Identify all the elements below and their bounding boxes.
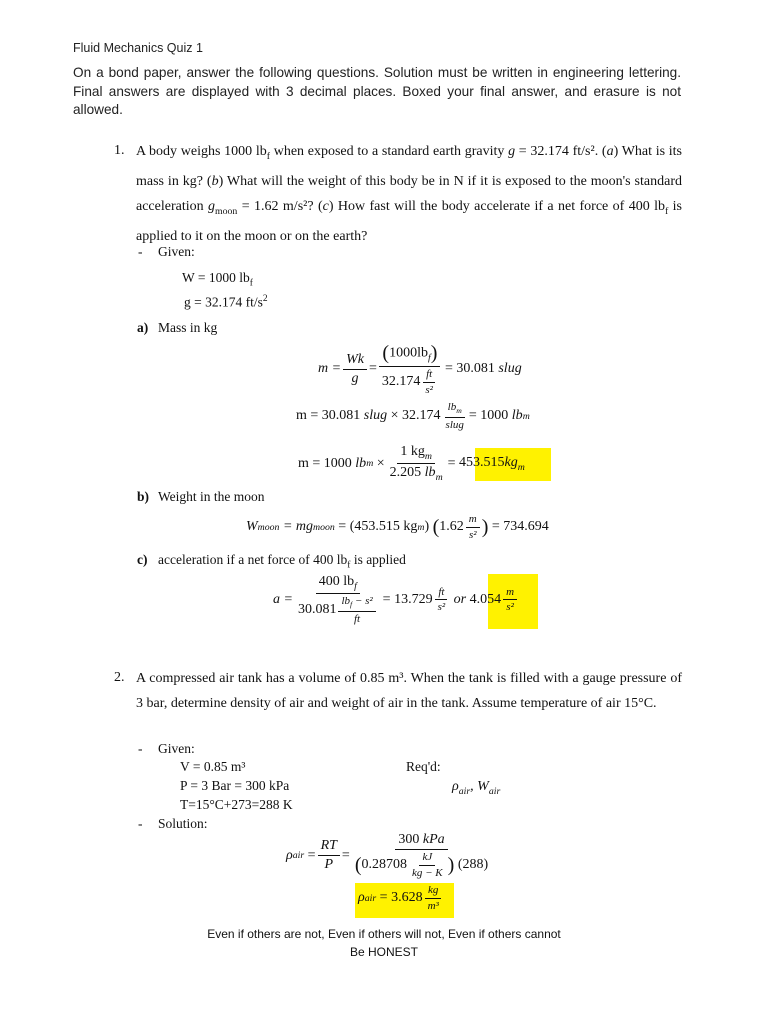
eq-q2-1: ρ air = $\frac{RT}{P}$ = 300 kPa ( 0.28708 $\frac{kJ}{kg - K}$ ) (288) [286,832,489,879]
q2-given-label: Given: [158,741,195,756]
eq-q2-2: ρ air = 3.628 $\frac{kg}{\text{m³}}$ [358,884,444,912]
q1-part-b-title: Weight in the moon [158,489,265,504]
q1-given-dash: - [138,244,143,259]
quiz-title: Fluid Mechanics Quiz 1 [73,41,203,55]
eq-c: a = 400 $lb_f$ 30.081 $\frac{lb_f - s^2}{ft}$ = 13.729 $\frac{ft}{\text{s²}}$ or 4.054 $\frac{m}{\text{s²}}$ [273,574,519,626]
eq-a1: m = $\frac{Wk}{g}$ = $(1000lb_f)$ 32.174 $\frac{ft}{\text{s²}}$ = 30.081 slug [318,342,522,396]
q2-solution-label: Solution: [158,816,208,831]
eq-a3: m = 1000 lb m × $\frac{1 kg_m}{2.205 lb_m}$ = $453.515kg_m$ [298,444,525,483]
q1-text: A body weighs 1000 $lb_f$ when exposed to a standard earth gravity g = 32.174 ft/s². (a) What is its mass in kg? (b) What will the weight of this body be in N if it is exposed to the moon's standard acceleration $g_{moon} = 1.62$ m/s²? (c) How fast will the body accelerate if a net force of 400 $lb_f$ is applied to it on the moon or on the earth? [136,144,683,244]
instructions: On a bond paper, answer the following questions. Solution must be written in engineering lettering. Final answers are displayed with 3 decimal places. Boxed your final answer, and erasure is not allowed. [73,65,681,117]
q2-given-v: V = 0.85 m³ [180,759,246,774]
q2-given-p: P = 3 Bar = 300 kPa [180,778,290,793]
q1-given-label: Given: [158,244,195,259]
footer-motto: Even if others are not, Even if others will not, Even if others cannot [207,927,561,941]
q2-reqd-label: Req'd: [406,759,441,774]
q1-part-c-title: acceleration if a net force of 400 $lb_f$ is applied [158,552,406,571]
q2-given-t: T=15°C+273=288 K [180,797,293,812]
q2-number: 2. [114,670,125,685]
footer-be-honest: Be HONEST [349,945,418,959]
eq-b: W moon = mg moon = (453.515 kg m ) ( 1.62 $\frac{m}{\text{s²}}$ ) = 734.694 [246,513,549,541]
q1-given-g: g = 32.174 $ft/s^2$ [184,294,268,310]
q1-part-b-label: b) [137,489,150,504]
q2-text: A compressed air tank has a volume of 0.85 m³. When the tank is filled with a gauge pressure of 3 bar, determine density of air and weight of air in the tank. Assume temperature of air 15°C. [136,671,682,711]
q1-part-a-title: Mass in kg [158,320,218,335]
q1-part-c-label: c) [137,552,148,567]
q1-number: 1. [114,143,125,158]
q2-solution-dash: - [138,816,143,831]
q1-given-w: W = 1000 $lb_f$ [182,270,253,289]
answer-a: $453.515kg_m$ [459,454,525,473]
q2-reqd-values: $\rho_{air}$, $W_{air}$ [452,779,501,797]
q2-given-dash: - [138,741,143,756]
q1-part-a-label: a) [137,320,149,335]
answer-c: 4.054 $\frac{m}{\text{s²}}$ [470,586,519,614]
eq-a2: m = 30.081 slug × 32.174 $\frac{lb_m}{\text{slug}}$ = 1000 lb m [296,401,530,432]
